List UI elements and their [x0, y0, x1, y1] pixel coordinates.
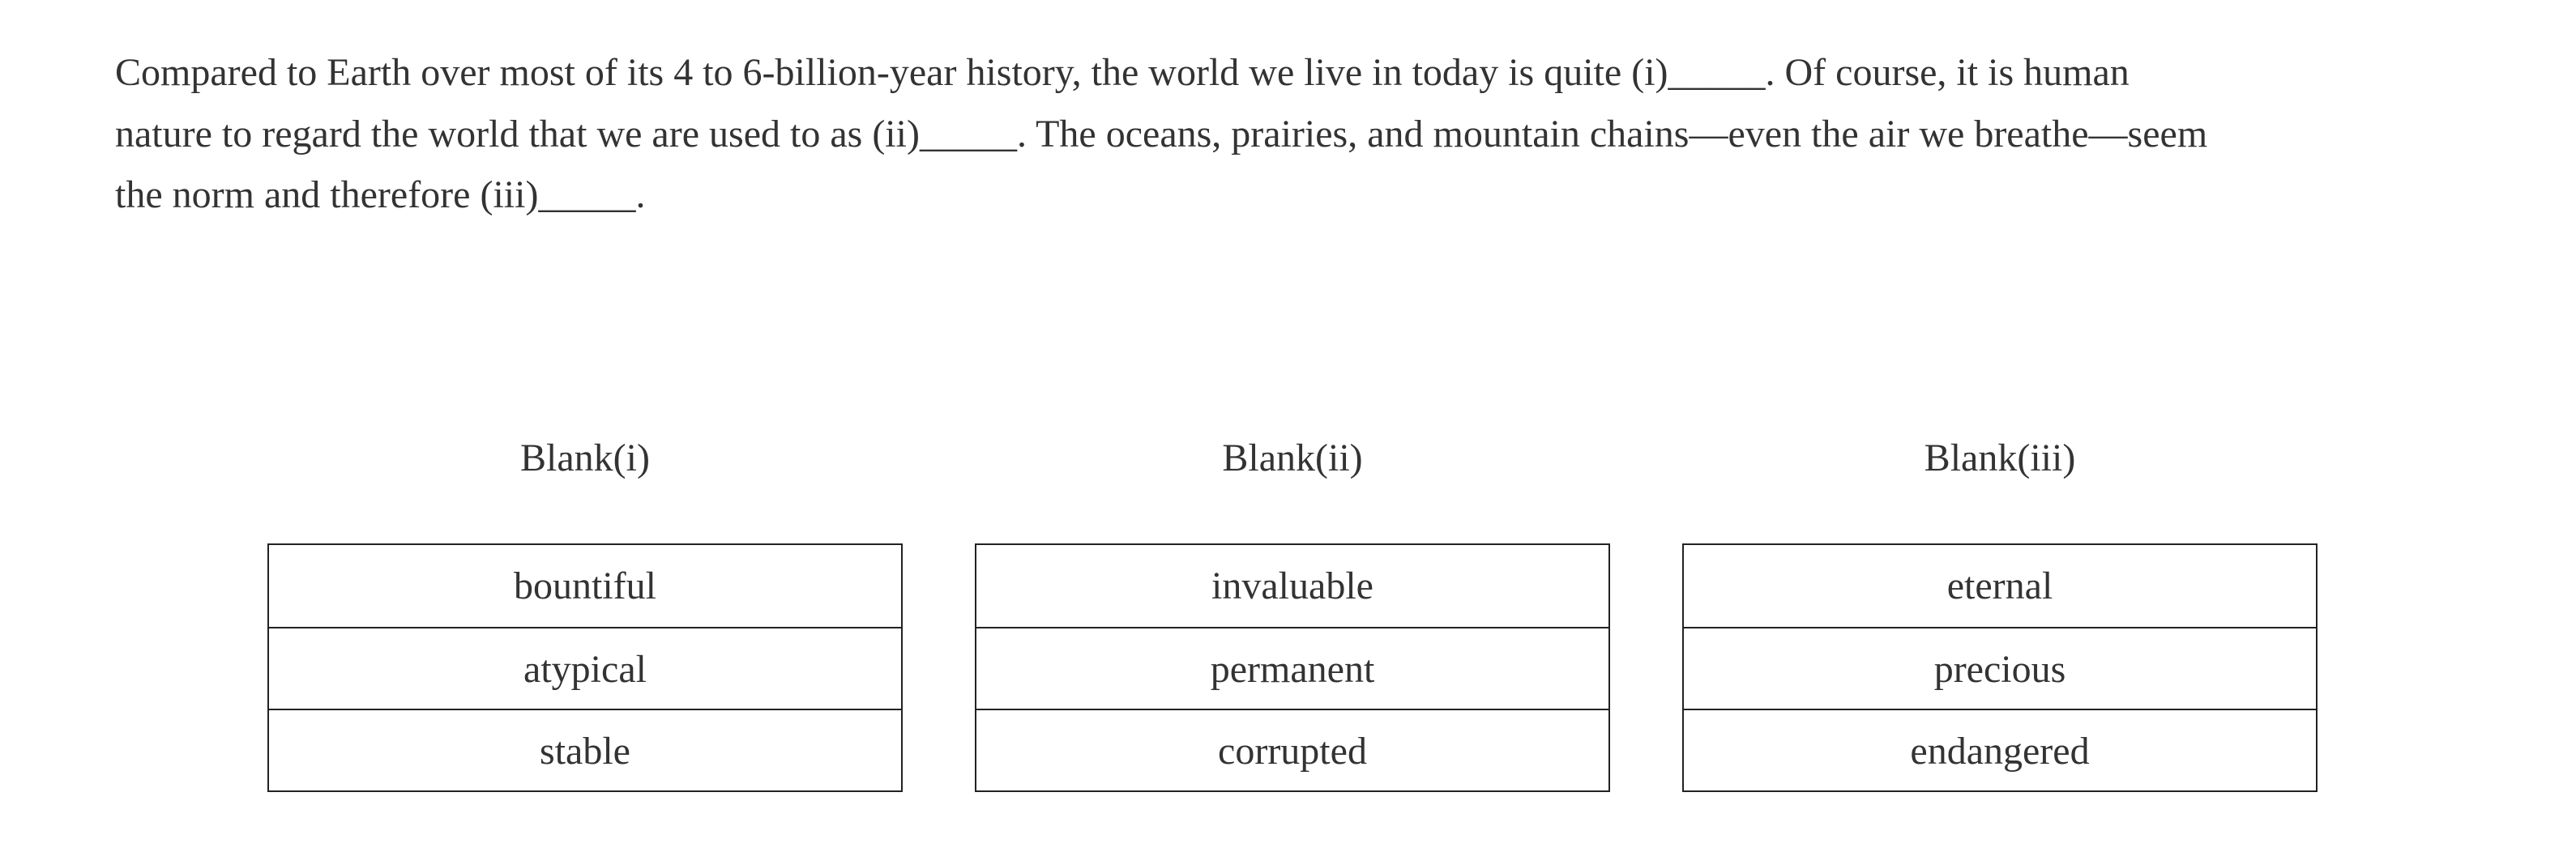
passage-line: the norm and therefore (iii)_____.	[115, 173, 646, 216]
passage-line: nature to regard the world that we are used to as (ii)_____. The oceans, prairies, and mountain chains—even the air we breathe—seem	[115, 112, 2208, 155]
blank-iii-option-precious[interactable]: precious	[1684, 627, 2316, 709]
blank-i-options	[267, 543, 903, 792]
blank-i-title: Blank(i)	[520, 437, 650, 479]
blank-i-option-stable[interactable]: stable	[269, 709, 901, 790]
blank-iii-option-eternal[interactable]: eternal	[1684, 545, 2316, 627]
blank-iii-options	[1682, 543, 2318, 792]
blank-i-option-bountiful[interactable]: bountiful	[269, 545, 901, 627]
blank-i-group	[267, 432, 903, 773]
blank-ii-option-invaluable[interactable]: invaluable	[976, 545, 1608, 627]
blank-ii-title: Blank(ii)	[1222, 437, 1363, 479]
blank-iii-title: Blank(iii)	[1924, 437, 2076, 479]
blank-iii-group	[1682, 432, 2318, 773]
blank-iii-option-endangered[interactable]: endangered	[1684, 709, 2316, 790]
blank-ii-option-permanent[interactable]: permanent	[976, 627, 1608, 709]
blank-i-option-atypical[interactable]: atypical	[269, 627, 901, 709]
blank-ii-options	[975, 543, 1610, 792]
blank-ii-option-corrupted[interactable]: corrupted	[976, 709, 1608, 790]
question-passage	[115, 42, 2465, 226]
blank-ii-group	[975, 432, 1610, 773]
passage-line: Compared to Earth over most of its 4 to 6-billion-year history, the world we live in today is quite (i)_____. Of course, it is human	[115, 51, 2130, 94]
